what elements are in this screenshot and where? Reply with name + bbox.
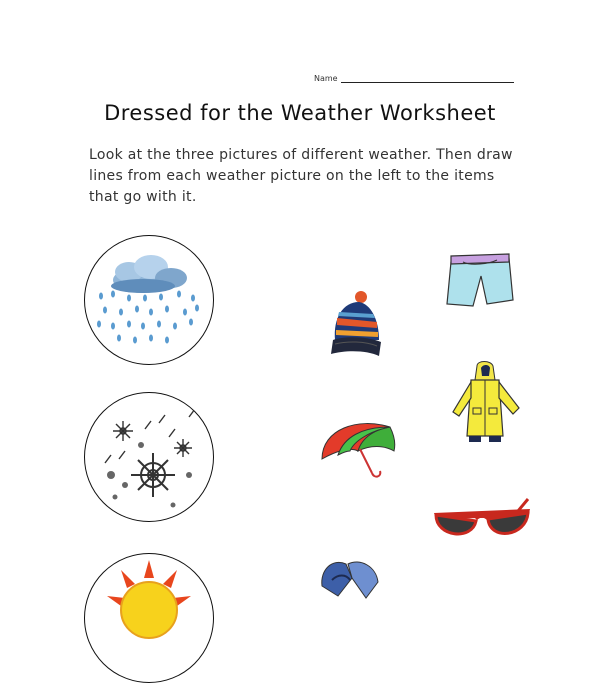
sunglasses-icon [432, 497, 532, 547]
raincoat-item[interactable] [447, 358, 523, 444]
page-title: Dressed for the Weather Worksheet [104, 101, 496, 125]
rain-circle[interactable] [84, 235, 214, 365]
shorts-item[interactable] [443, 252, 515, 310]
rain-cloud-icon [85, 236, 213, 364]
snow-circle[interactable] [84, 392, 214, 522]
winter-hat-item[interactable] [323, 288, 385, 363]
sunglasses-item[interactable] [432, 497, 532, 547]
mittens-icon [318, 556, 384, 606]
name-underline[interactable] [341, 74, 514, 83]
mittens-item[interactable] [318, 556, 384, 606]
winter-hat-icon [323, 288, 385, 363]
shorts-icon [443, 252, 515, 310]
raincoat-icon [447, 358, 523, 444]
sun-icon [85, 554, 213, 682]
instructions-text: Look at the three pictures of different weather. Then draw lines from each weather picture on the left to the items that go with it. [89, 147, 513, 205]
sun-circle[interactable] [84, 553, 214, 683]
name-label: Name [314, 74, 338, 83]
name-field[interactable] [314, 74, 514, 83]
umbrella-item[interactable] [318, 415, 400, 481]
snow-icon [85, 393, 213, 521]
umbrella-icon [318, 415, 400, 481]
